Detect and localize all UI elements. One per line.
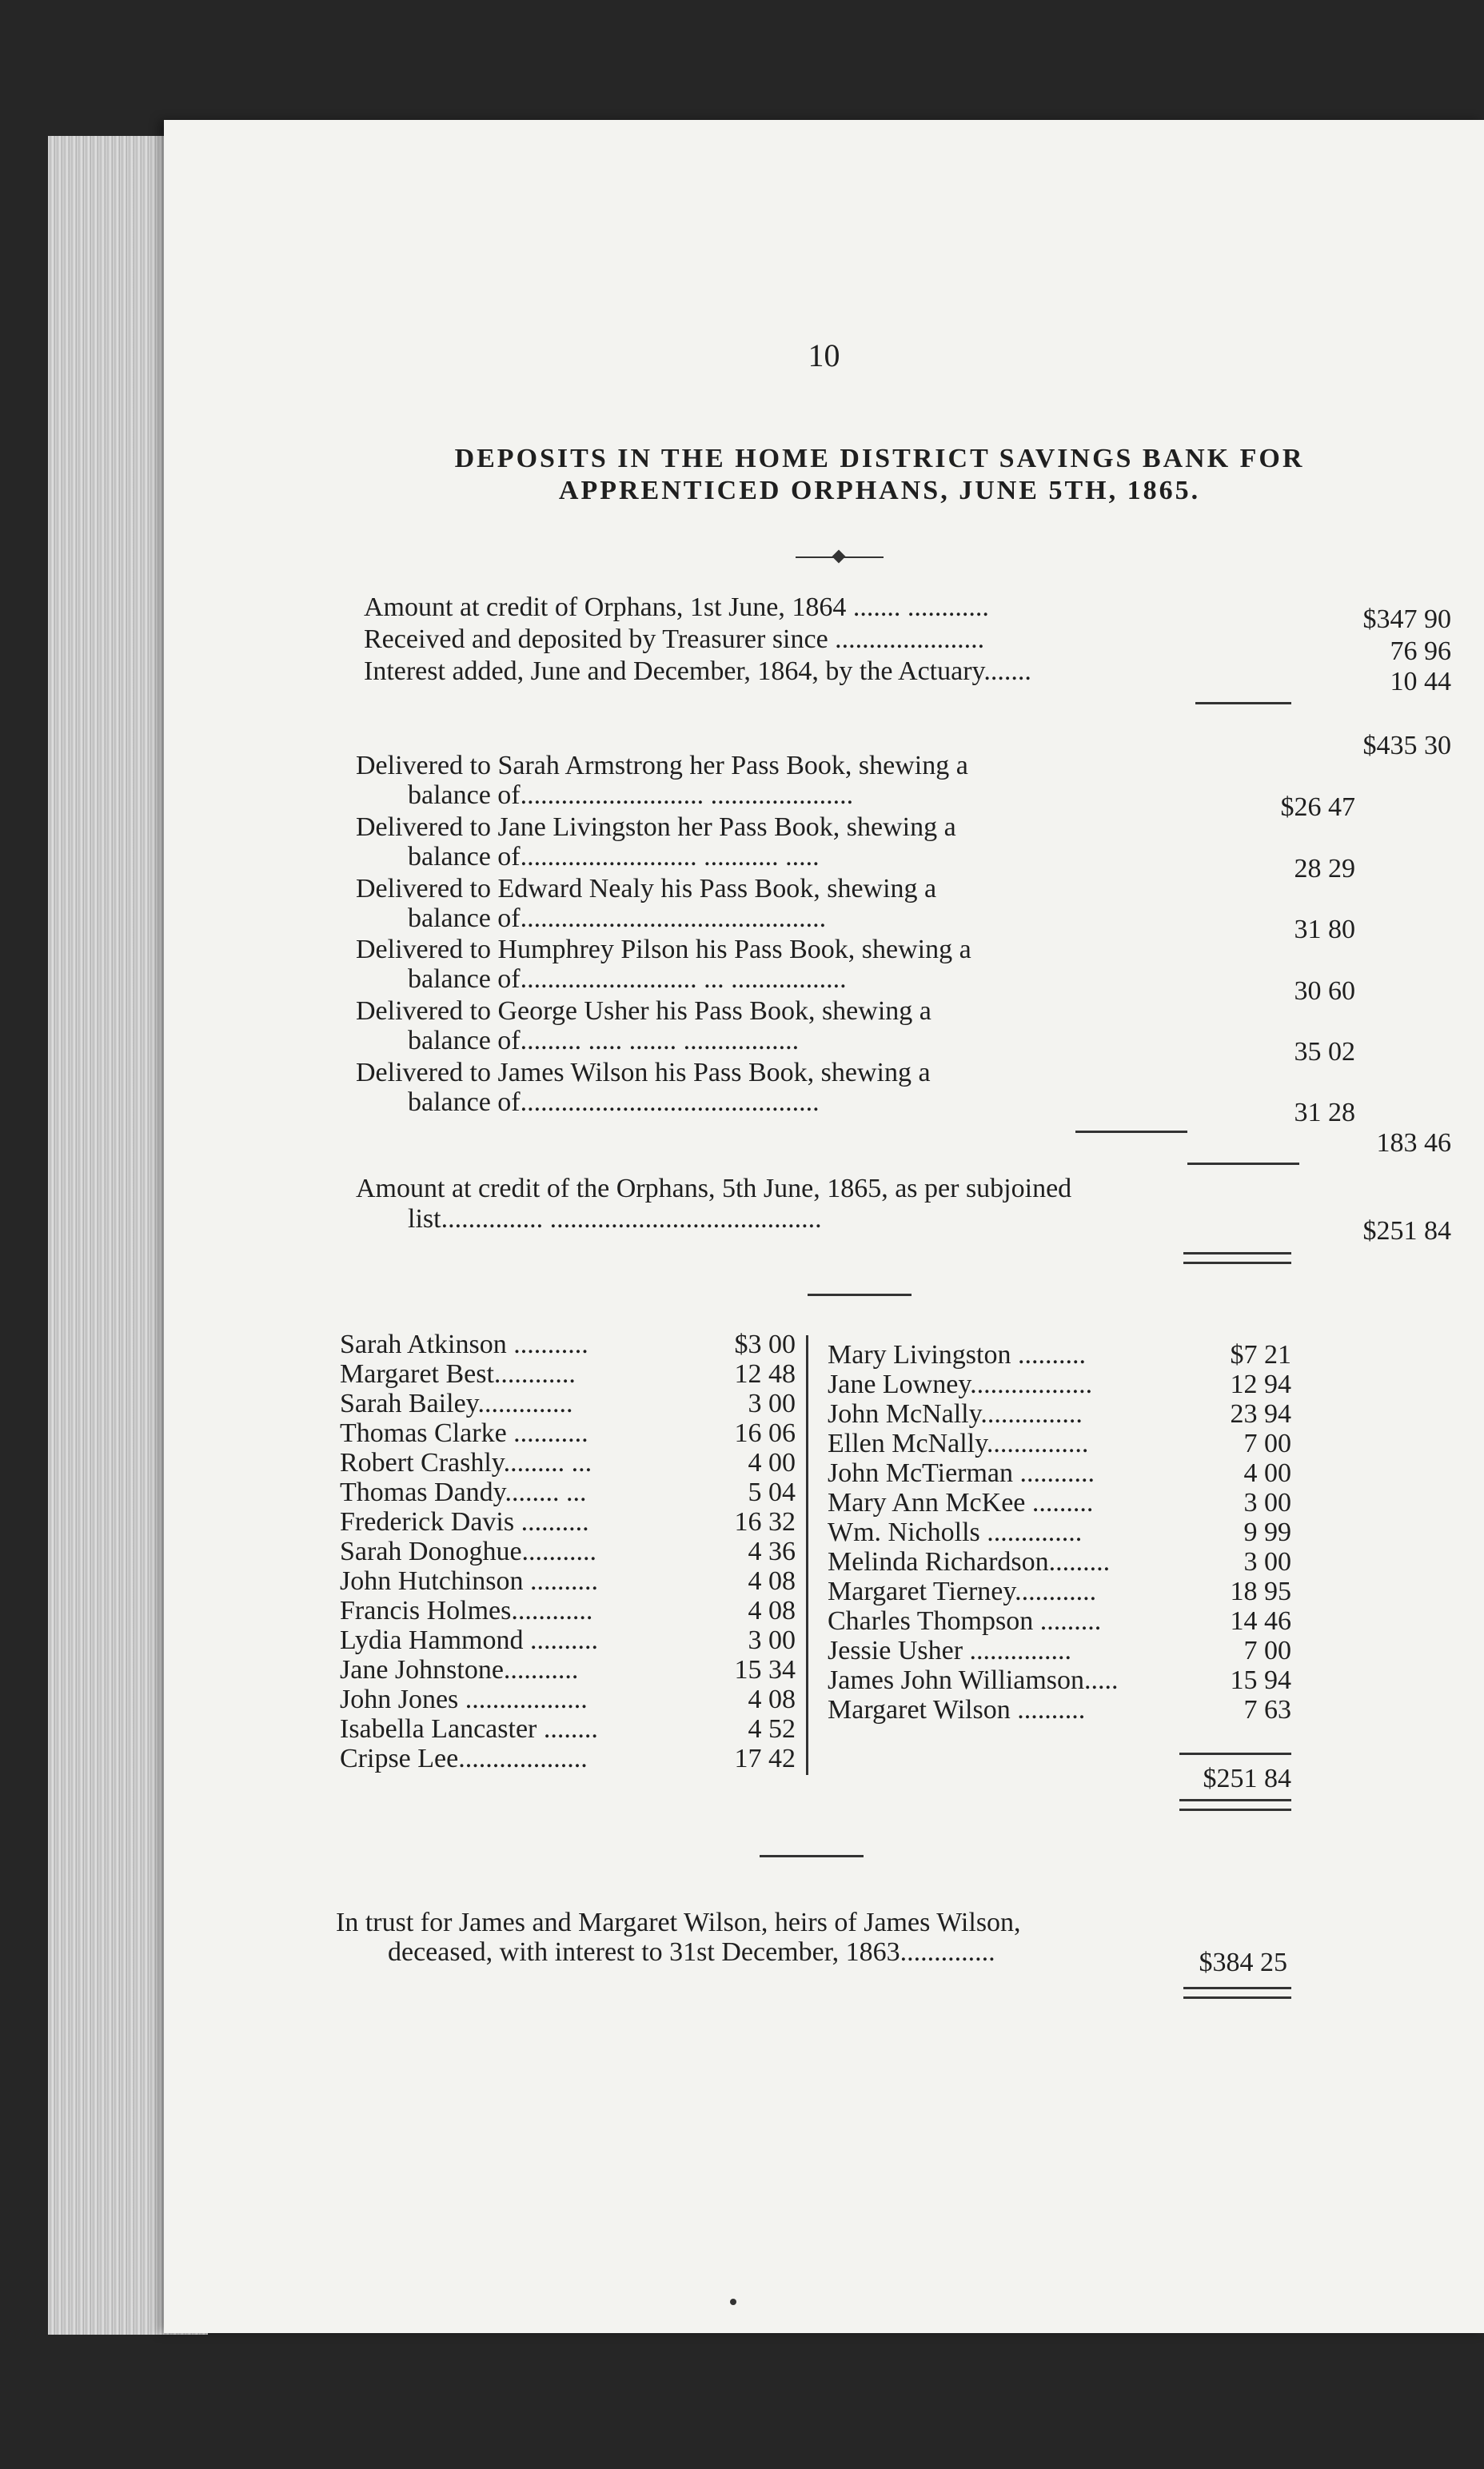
delivery-2-line-2: balance of.......................... ........... ..... — [408, 842, 820, 872]
section-divider-2 — [760, 1855, 864, 1857]
trust-double-rule — [1183, 1987, 1291, 1999]
right-amount-13: 7 63 — [1243, 1695, 1291, 1725]
document-page — [164, 120, 1484, 2333]
left-amount-15: 17 42 — [734, 1744, 796, 1773]
deliveries-total-rule — [1187, 1163, 1299, 1165]
names-total-rule — [1179, 1753, 1291, 1755]
left-amount-11: 3 00 — [748, 1625, 796, 1655]
credit-double-rule — [1183, 1252, 1291, 1264]
summary-amount-2: 76 96 — [1390, 636, 1451, 666]
names-total-double-rule — [1179, 1799, 1291, 1811]
delivery-6-line-1: Delivered to James Wilson his Pass Book, shewing a — [356, 1058, 931, 1087]
delivery-2-line-1: Delivered to Jane Livingston her Pass Book, shewing a — [356, 812, 956, 842]
left-name-15: Cripse Lee................... — [340, 1744, 588, 1773]
left-name-13: John Jones .................. — [340, 1685, 588, 1714]
delivery-3-line-1: Delivered to Edward Nealy his Pass Book, shewing a — [356, 874, 937, 903]
column-divider — [806, 1335, 808, 1775]
right-amount-8: 3 00 — [1243, 1547, 1291, 1577]
summary-amount-1: $347 90 — [1362, 604, 1451, 634]
left-name-14: Isabella Lancaster ........ — [340, 1714, 598, 1744]
left-amount-10: 4 08 — [748, 1596, 796, 1625]
left-amount-8: 4 36 — [748, 1537, 796, 1566]
right-amount-12: 15 94 — [1230, 1665, 1291, 1695]
right-name-9: Margaret Tierney............ — [828, 1577, 1097, 1606]
delivery-6-amount: 31 28 — [1294, 1098, 1355, 1127]
credit-line-2: list............... ........................................ — [408, 1204, 822, 1234]
left-name-9: John Hutchinson .......... — [340, 1566, 598, 1596]
summary-line-2: Received and deposited by Treasurer since ...................... — [364, 624, 985, 654]
title-line-2: APPRENTICED ORPHANS, JUNE 5TH, 1865. — [558, 476, 1201, 505]
trust-amount: $384 25 — [1199, 1948, 1287, 1977]
left-amount-6: 5 04 — [748, 1478, 796, 1507]
right-amount-10: 14 46 — [1230, 1606, 1291, 1636]
left-name-7: Frederick Davis .......... — [340, 1507, 589, 1537]
left-name-11: Lydia Hammond .......... — [340, 1625, 598, 1655]
right-amount-9: 18 95 — [1230, 1577, 1291, 1606]
right-name-10: Charles Thompson ......... — [828, 1606, 1102, 1636]
right-name-3: John McNally............... — [828, 1399, 1083, 1429]
left-amount-3: 3 00 — [748, 1389, 796, 1418]
delivery-1-line-1: Delivered to Sarah Armstrong her Pass Book, shewing a — [356, 751, 968, 780]
left-amount-5: 4 00 — [748, 1448, 796, 1478]
summary-line-1: Amount at credit of Orphans, 1st June, 1864 ....... ............ — [364, 592, 989, 622]
right-amount-11: 7 00 — [1243, 1636, 1291, 1665]
names-total: $251 84 — [1203, 1764, 1291, 1793]
left-name-4: Thomas Clarke ........... — [340, 1418, 588, 1448]
right-name-11: Jessie Usher ............... — [828, 1636, 1072, 1665]
delivery-2-amount: 28 29 — [1294, 854, 1355, 883]
left-name-6: Thomas Dandy........ ... — [340, 1478, 587, 1507]
credit-line-1: Amount at credit of the Orphans, 5th June, 1865, as per subjoined — [356, 1174, 1072, 1203]
right-amount-7: 9 99 — [1243, 1518, 1291, 1547]
left-amount-7: 16 32 — [734, 1507, 796, 1537]
summary-amount-3: 10 44 — [1390, 667, 1451, 696]
trust-line-2: deceased, with interest to 31st December, 1863.............. — [388, 1937, 995, 1967]
delivery-1-amount: $26 47 — [1280, 792, 1355, 822]
right-name-2: Jane Lowney.................. — [828, 1370, 1093, 1399]
delivery-6-line-2: balance of............................................ — [408, 1087, 820, 1117]
delivery-4-amount: 30 60 — [1294, 976, 1355, 1006]
delivery-4-line-1: Delivered to Humphrey Pilson his Pass Book, shewing a — [356, 935, 971, 964]
deliveries-rule — [1075, 1131, 1187, 1133]
delivery-3-amount: 31 80 — [1294, 915, 1355, 944]
left-amount-13: 4 08 — [748, 1685, 796, 1714]
left-name-8: Sarah Donoghue........... — [340, 1537, 597, 1566]
deliveries-total: 183 46 — [1376, 1128, 1451, 1158]
right-amount-5: 4 00 — [1243, 1458, 1291, 1488]
right-amount-4: 7 00 — [1243, 1429, 1291, 1458]
credit-amount: $251 84 — [1362, 1216, 1451, 1246]
right-name-1: Mary Livingston .......... — [828, 1340, 1086, 1370]
section-divider-1 — [808, 1294, 912, 1296]
ornament-diamond — [832, 550, 846, 564]
right-amount-3: 23 94 — [1230, 1399, 1291, 1429]
subtotal-amount: $435 30 — [1362, 731, 1451, 760]
left-name-3: Sarah Bailey.............. — [340, 1389, 573, 1418]
right-name-5: John McTierman ........... — [828, 1458, 1095, 1488]
delivery-5-line-2: balance of......... ..... ....... ................. — [408, 1026, 800, 1055]
left-name-1: Sarah Atkinson ........... — [340, 1330, 588, 1359]
left-amount-1: $3 00 — [734, 1330, 796, 1359]
trust-line-1: In trust for James and Margaret Wilson, heirs of James Wilson, — [336, 1908, 1021, 1937]
title-line-1: DEPOSITS IN THE HOME DISTRICT SAVINGS BANK FOR — [454, 444, 1305, 473]
left-name-2: Margaret Best............ — [340, 1359, 576, 1389]
right-name-4: Ellen McNally............... — [828, 1429, 1089, 1458]
delivery-4-line-2: balance of.......................... ... ................. — [408, 964, 847, 994]
left-amount-2: 12 48 — [734, 1359, 796, 1389]
right-name-7: Wm. Nicholls .............. — [828, 1518, 1083, 1547]
right-amount-1: $7 21 — [1230, 1340, 1291, 1370]
left-name-12: Jane Johnstone........... — [340, 1655, 579, 1685]
right-name-12: James John Williamson..... — [828, 1665, 1119, 1695]
page-number: 10 — [808, 337, 840, 373]
left-amount-4: 16 06 — [734, 1418, 796, 1448]
summary-line-3: Interest added, June and December, 1864, by the Actuary....... — [364, 656, 1031, 686]
right-amount-2: 12 94 — [1230, 1370, 1291, 1399]
delivery-1-line-2: balance of........................... ..................... — [408, 780, 854, 810]
delivery-3-line-2: balance of............................................. — [408, 903, 827, 933]
right-name-13: Margaret Wilson .......... — [828, 1695, 1086, 1725]
delivery-5-line-1: Delivered to George Usher his Pass Book, shewing a — [356, 996, 931, 1026]
delivery-5-amount: 35 02 — [1294, 1037, 1355, 1067]
subtotal-rule — [1195, 702, 1291, 704]
right-name-8: Melinda Richardson......... — [828, 1547, 1111, 1577]
left-name-5: Robert Crashly......... ... — [340, 1448, 592, 1478]
left-name-10: Francis Holmes............ — [340, 1596, 593, 1625]
left-amount-9: 4 08 — [748, 1566, 796, 1596]
left-amount-12: 15 34 — [734, 1655, 796, 1685]
left-amount-14: 4 52 — [748, 1714, 796, 1744]
footer-dot — [730, 2299, 736, 2305]
right-amount-6: 3 00 — [1243, 1488, 1291, 1518]
right-name-6: Mary Ann McKee ......... — [828, 1488, 1094, 1518]
